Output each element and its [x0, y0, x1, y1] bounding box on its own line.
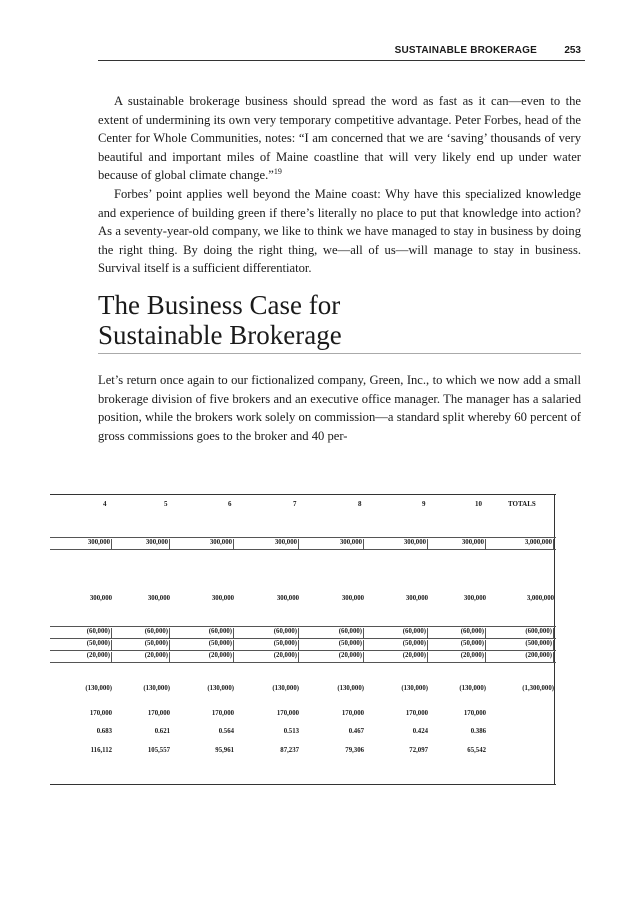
table-cell: (50,000)	[50, 640, 112, 650]
table-cell: 72,097	[409, 747, 428, 754]
table-cell: (60,000)	[309, 628, 364, 638]
table-cell: 300,000	[89, 595, 112, 602]
table-cell: 300,000	[439, 539, 486, 549]
table-cell: 300,000	[276, 595, 299, 602]
table-cell: (50,000)	[439, 640, 486, 650]
table-cell: 300,000	[405, 595, 428, 602]
table-row	[50, 650, 556, 663]
table-cell: 0.513	[283, 728, 299, 735]
table-cell: (20,000)	[179, 652, 234, 662]
table-cell: 170,000	[147, 710, 170, 717]
table-cell: 300,000	[309, 539, 364, 549]
table-cell: (200,000)	[491, 652, 554, 662]
table-cell: 0.386	[470, 728, 486, 735]
table-column-header: 4	[103, 500, 107, 508]
table-cell: (60,000)	[439, 628, 486, 638]
table-cell: (50,000)	[115, 640, 170, 650]
table-cell: 300,000	[244, 539, 299, 549]
table-row	[50, 746, 556, 757]
table-cell: (20,000)	[244, 652, 299, 662]
table-cell: (60,000)	[373, 628, 428, 638]
table-cell: 170,000	[89, 710, 112, 717]
table-cell: 300,000	[50, 539, 112, 549]
table-column-header: 8	[358, 500, 362, 508]
table-cell: 170,000	[463, 710, 486, 717]
table-cell: (50,000)	[179, 640, 234, 650]
paragraph-2: Forbes’ point applies well beyond the Maine coast: Why have this specialized knowledge and experience of building green if there’s literally no place to put that knowledge into action? As a seventy-year-old company, we like to think we have managed to stay in business by doing the right thing. By doing the right thing, we—all of us—will manage to stay in business. Survival itself is a sufficient differentiator.	[98, 186, 581, 276]
table-cell: 3,000,000	[491, 539, 554, 549]
table-cell: (130,000)	[207, 685, 234, 692]
table-cell: (50,000)	[244, 640, 299, 650]
table-cell: 0.467	[348, 728, 364, 735]
section-text	[98, 371, 581, 445]
table-cell	[491, 747, 554, 757]
table-column-header: 9	[422, 500, 426, 508]
table-cell: (50,000)	[373, 640, 428, 650]
footnote-ref: 19	[273, 167, 282, 177]
financial-table	[50, 494, 556, 786]
table-cell: 0.564	[218, 728, 234, 735]
paragraph-3: Let’s return once again to our fictionalized company, Green, Inc., to which we now add a small brokerage division of five brokers and an executive office manager. The manager has a salaried position, while the brokers work solely on commission—a standard split whereby 60 percent of gross commissions goes to the broker and 40 per-	[98, 373, 581, 443]
table-cell: 0.621	[154, 728, 170, 735]
table-cell: 95,961	[215, 747, 234, 754]
table-cell	[491, 710, 554, 720]
heading-rule	[98, 353, 581, 354]
section-heading-line-2: Sustainable Brokerage	[98, 320, 342, 350]
table-cell: 79,306	[345, 747, 364, 754]
table-cell: (50,000)	[309, 640, 364, 650]
table-column-header: TOTALS	[508, 500, 536, 508]
running-head-title: SUSTAINABLE BROKERAGE	[394, 45, 537, 56]
table-cell: 170,000	[341, 710, 364, 717]
table-cell: 87,237	[280, 747, 299, 754]
table-cell: 300,000	[211, 595, 234, 602]
table-cell: (20,000)	[115, 652, 170, 662]
table-cell: (130,000)	[85, 685, 112, 692]
table-cell: 300,000	[179, 539, 234, 549]
table-cell: 170,000	[405, 710, 428, 717]
table-cell	[491, 728, 554, 738]
table-cell: 300,000	[147, 595, 170, 602]
table-cell: 116,112	[90, 747, 112, 754]
table-cell: 0.424	[412, 728, 428, 735]
table-row	[50, 537, 556, 550]
table-cell: (20,000)	[373, 652, 428, 662]
table-cell: (60,000)	[115, 628, 170, 638]
table-cell: 170,000	[276, 710, 299, 717]
table-column-header: 10	[475, 500, 482, 508]
table-row	[50, 709, 556, 720]
table-cell: (60,000)	[50, 628, 112, 638]
table-cell: 3,000,000	[526, 595, 554, 602]
table-cell: (600,000)	[491, 628, 554, 638]
page-number: 253	[564, 45, 581, 56]
table-top-rule	[50, 494, 556, 495]
table-column-header: 5	[164, 500, 168, 508]
table-column-header: 7	[293, 500, 297, 508]
table-cell: (20,000)	[439, 652, 486, 662]
table-cell: (130,000)	[401, 685, 428, 692]
table-column-header: 6	[228, 500, 232, 508]
table-cell: 300,000	[373, 539, 428, 549]
table-row	[50, 684, 556, 695]
table-cell: 300,000	[463, 595, 486, 602]
table-cell: (130,000)	[459, 685, 486, 692]
table-row	[50, 727, 556, 738]
table-cell: (500,000)	[491, 640, 554, 650]
table-cell: 65,542	[467, 747, 486, 754]
table-cell: (130,000)	[337, 685, 364, 692]
table-cell: (20,000)	[309, 652, 364, 662]
intro-text	[98, 92, 581, 278]
running-head	[98, 46, 585, 61]
table-cell: 105,557	[147, 747, 170, 754]
section-heading-line-1: The Business Case for	[98, 290, 341, 320]
table-cell: 300,000	[115, 539, 170, 549]
table-cell: (130,000)	[143, 685, 170, 692]
table-cell: 170,000	[211, 710, 234, 717]
table-cell: (60,000)	[179, 628, 234, 638]
table-cell: (130,000)	[272, 685, 299, 692]
table-cell: (1,300,000)	[522, 685, 554, 692]
section-heading	[98, 290, 581, 350]
table-bottom-rule	[50, 784, 556, 785]
table-row	[50, 594, 556, 605]
paragraph-1: A sustainable brokerage business should spread the word as fast as it can—even to the extent of undermining its own very temporary competitive advantage. Peter Forbes, head of the Center for Whole Communities, notes: “I am concerned that we are ‘saving’ thousands of very beautiful and important miles of Maine coastline that will very likely end up under water because of global climate change.”$^{19}$	[98, 94, 581, 183]
table-cell: (60,000)	[244, 628, 299, 638]
table-cell: 0.683	[96, 728, 112, 735]
table-cell: 300,000	[341, 595, 364, 602]
table-cell: (20,000)	[50, 652, 112, 662]
